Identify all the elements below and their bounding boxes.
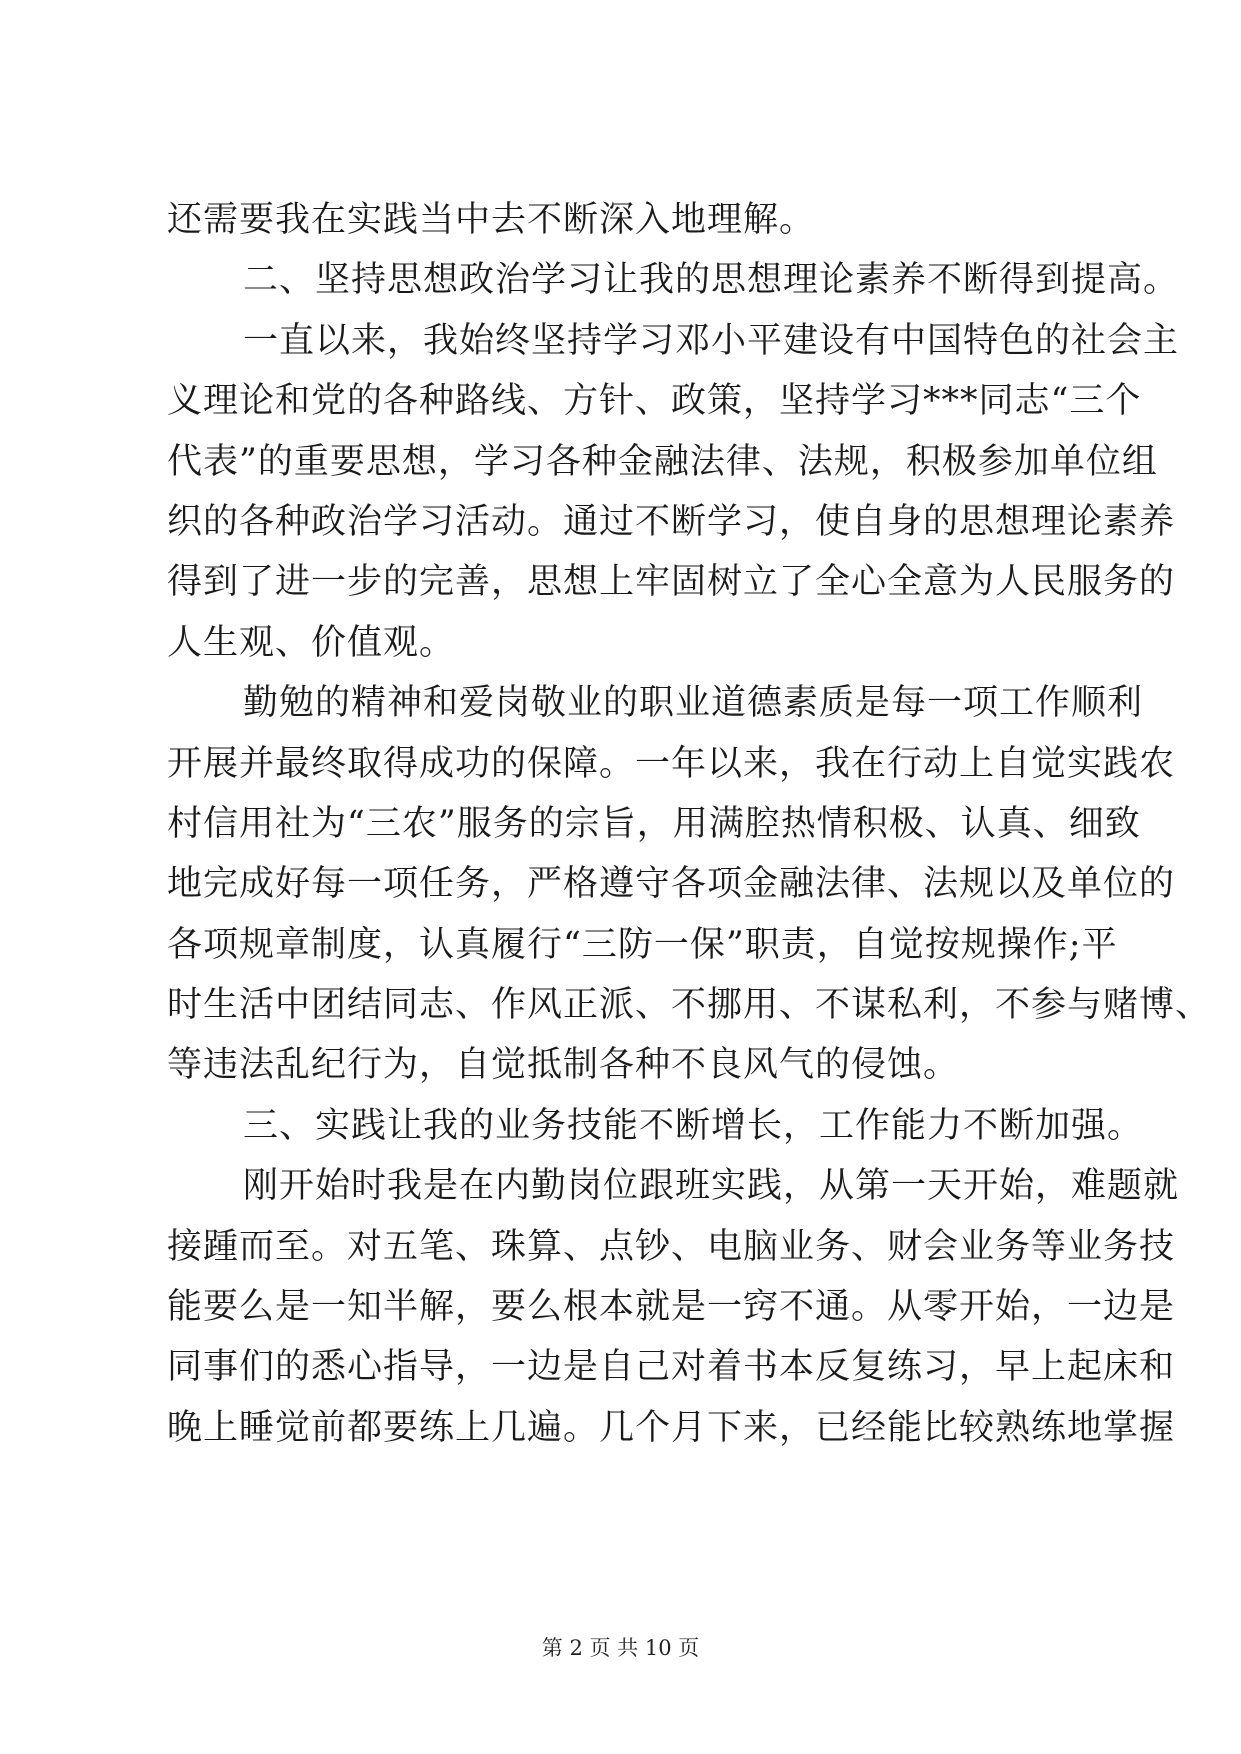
text-line: 各项规章制度，认真履行“三防一保”职责，自觉按规操作;平	[167, 924, 1118, 965]
text-line: 时生活中团结同志、作风正派、不挪用、不谋私利，不参与赌博、	[167, 985, 1212, 1026]
page-number-footer: 第 2 页 共 10 页	[541, 1636, 700, 1660]
text-line: 勤勉的精神和爱岗敬业的职业道德素质是每一项工作顺利	[243, 683, 1144, 724]
text-line: 三、实践让我的业务技能不断增长，工作能力不断加强。	[243, 1105, 1144, 1146]
document-body	[167, 190, 1212, 1458]
text-line: 二、坚持思想政治学习让我的思想理论素养不断得到提高。	[243, 260, 1180, 301]
text-line: 人生观、价值观。	[167, 622, 456, 663]
text-line: 开展并最终取得成功的保障。一年以来，我在行动上自觉实践农	[167, 743, 1176, 784]
text-line: 织的各种政治学习活动。通过不断学习，使自身的思想理论素养	[167, 501, 1176, 542]
text-line: 还需要我在实践当中去不断深入地理解。	[167, 200, 816, 240]
text-line: 得到了进一步的完善，思想上牢固树立了全心全意为人民服务的	[167, 562, 1176, 603]
text-line: 一直以来，我始终坚持学习邓小平建设有中国特色的社会主	[243, 320, 1180, 361]
text-line: 代表”的重要思想，学习各种金融法律、法规，积极参加单位组	[167, 441, 1158, 482]
text-line: 能要么是一知半解，要么根本就是一窍不通。从零开始，一边是	[167, 1287, 1176, 1328]
text-line: 等违法乱纪行为，自觉抵制各种不良风气的侵蚀。	[167, 1045, 960, 1086]
text-line: 刚开始时我是在内勤岗位跟班实践，从第一天开始，难题就	[243, 1166, 1180, 1207]
text-line: 村信用社为“三农”服务的宗旨，用满腔热情积极、认真、细致	[167, 803, 1141, 844]
text-line: 地完成好每一项任务，严格遵守各项金融法律、法规以及单位的	[167, 864, 1176, 905]
text-line: 接踵而至。对五笔、珠算、点钞、电脑业务、财会业务等业务技	[167, 1226, 1176, 1267]
text-line: 晚上睡觉前都要练上几遍。几个月下来，已经能比较熟练地掌握	[167, 1407, 1176, 1448]
text-line: 同事们的悉心指导，一边是自己对着书本反复练习，早上起床和	[167, 1347, 1176, 1388]
text-line: 义理论和党的各种路线、方针、政策，坚持学习***同志“三个	[167, 381, 1142, 422]
